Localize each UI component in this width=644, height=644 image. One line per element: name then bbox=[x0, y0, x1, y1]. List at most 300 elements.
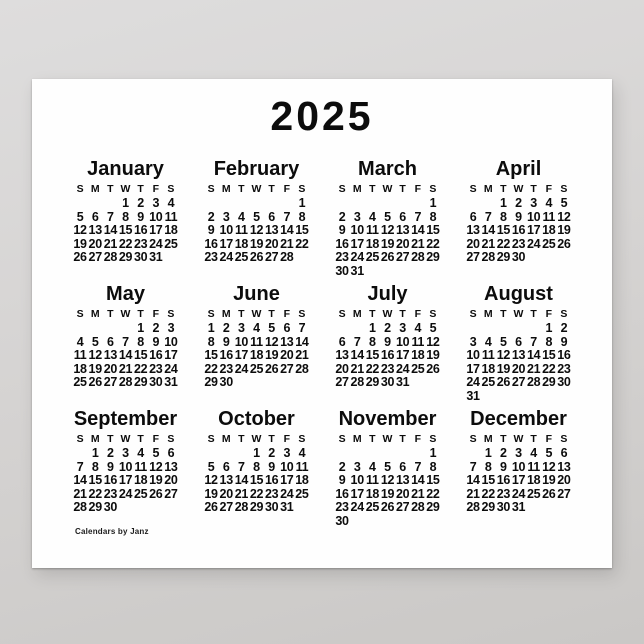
date-cell: 25 bbox=[234, 250, 248, 264]
date-cell: 22 bbox=[365, 361, 379, 376]
date-cell: 19 bbox=[149, 473, 163, 487]
date-cell: 7 bbox=[122, 334, 129, 349]
weekday-label: S bbox=[338, 433, 346, 445]
date-cell: 15 bbox=[118, 223, 133, 237]
weekday-header bbox=[73, 183, 179, 195]
date-cell: 9 bbox=[384, 334, 391, 349]
date-cell bbox=[294, 501, 309, 515]
date-cell: 23 bbox=[264, 486, 279, 501]
date-cell: 5 bbox=[91, 334, 99, 349]
date-cell: 29 bbox=[426, 500, 440, 514]
weekday-label: M bbox=[483, 183, 493, 195]
date-cell: 8 bbox=[122, 209, 129, 224]
date-cell: 13 bbox=[103, 348, 117, 362]
date-cell: 11 bbox=[411, 334, 425, 349]
month-january bbox=[60, 155, 191, 280]
date-cell: 11 bbox=[164, 209, 178, 224]
weekday-label: M bbox=[352, 308, 362, 320]
date-cell: 11 bbox=[250, 334, 263, 349]
date-cell: 14 bbox=[234, 473, 248, 487]
date-cell: 23 bbox=[496, 486, 510, 501]
date-cell: 4 bbox=[369, 459, 376, 474]
date-cell: 10 bbox=[219, 223, 233, 237]
date-cell: 6 bbox=[107, 334, 114, 349]
date-cell bbox=[380, 515, 395, 529]
date-cell: 17 bbox=[395, 348, 410, 362]
date-cell: 27 bbox=[219, 500, 233, 514]
date-cell: 26 bbox=[249, 250, 264, 264]
dates-grid bbox=[73, 197, 179, 265]
date-cell: 22 bbox=[496, 236, 510, 251]
weekday-header bbox=[204, 183, 310, 195]
weekday-label: S bbox=[429, 433, 437, 445]
date-cell: 1 bbox=[298, 196, 306, 210]
date-cell bbox=[335, 197, 350, 211]
date-cell bbox=[103, 197, 118, 211]
credit-text: Calendars by Janz bbox=[75, 527, 149, 536]
date-cell: 31 bbox=[149, 250, 163, 264]
date-cell: 6 bbox=[283, 321, 291, 335]
date-cell: 20 bbox=[280, 348, 294, 362]
weekday-header bbox=[73, 433, 179, 445]
date-cell: 21 bbox=[73, 486, 87, 501]
date-cell: 3 bbox=[283, 446, 291, 460]
date-cell bbox=[219, 197, 234, 211]
date-cell: 12 bbox=[249, 223, 264, 237]
date-cell: 22 bbox=[133, 361, 148, 376]
date-cell: 18 bbox=[164, 223, 178, 237]
date-cell: 23 bbox=[380, 361, 395, 376]
month-name: July bbox=[367, 283, 408, 305]
weekday-label: T bbox=[500, 183, 507, 195]
year-title: 2025 bbox=[270, 93, 374, 139]
date-cell: 27 bbox=[164, 486, 178, 501]
date-cell: 5 bbox=[500, 334, 507, 349]
date-cell: 20 bbox=[335, 361, 349, 376]
date-cell: 3 bbox=[469, 334, 477, 349]
date-cell: 2 bbox=[338, 459, 346, 474]
date-cell: 17 bbox=[164, 348, 178, 362]
weekday-label: F bbox=[414, 183, 421, 195]
month-name: September bbox=[73, 408, 178, 430]
date-cell: 11 bbox=[542, 209, 556, 224]
date-cell: 15 bbox=[426, 223, 440, 237]
date-cell bbox=[425, 265, 440, 279]
date-cell: 3 bbox=[222, 209, 230, 224]
date-cell: 7 bbox=[484, 209, 492, 224]
weekday-label: F bbox=[283, 308, 290, 320]
date-cell: 12 bbox=[542, 459, 556, 474]
date-cell: 28 bbox=[526, 375, 541, 389]
date-cell: 23 bbox=[335, 500, 349, 514]
date-cell: 30 bbox=[264, 500, 279, 514]
weekday-label: T bbox=[399, 183, 406, 195]
date-cell: 31 bbox=[511, 500, 526, 514]
month-name: June bbox=[233, 283, 280, 305]
date-cell: 11 bbox=[73, 348, 87, 362]
date-cell: 22 bbox=[295, 236, 309, 251]
weekday-label: T bbox=[268, 183, 275, 195]
date-cell: 7 bbox=[414, 209, 422, 224]
date-cell: 13 bbox=[511, 348, 526, 362]
month-july bbox=[322, 280, 453, 405]
date-cell: 1 bbox=[484, 446, 492, 460]
date-cell: 25 bbox=[481, 375, 495, 389]
weekday-label: S bbox=[469, 308, 477, 320]
date-cell: 29 bbox=[496, 250, 510, 264]
date-cell: 24 bbox=[219, 250, 233, 264]
date-cell bbox=[380, 265, 395, 279]
date-cell: 26 bbox=[426, 361, 440, 376]
date-cell: 23 bbox=[511, 236, 526, 251]
date-cell: 24 bbox=[466, 375, 480, 389]
date-cell: 19 bbox=[264, 348, 279, 362]
date-cell: 2 bbox=[222, 321, 230, 335]
date-cell bbox=[556, 501, 571, 515]
weekday-label: F bbox=[152, 183, 159, 195]
date-cell: 9 bbox=[338, 473, 346, 487]
date-cell bbox=[395, 447, 410, 461]
date-cell: 21 bbox=[466, 486, 480, 501]
date-cell: 15 bbox=[295, 223, 309, 237]
date-cell: 5 bbox=[384, 459, 391, 474]
date-cell: 30 bbox=[380, 375, 395, 389]
date-cell: 26 bbox=[88, 375, 102, 389]
date-cell: 13 bbox=[219, 473, 233, 487]
date-cell bbox=[556, 251, 571, 265]
weekday-label: F bbox=[152, 308, 159, 320]
date-cell: 20 bbox=[466, 236, 480, 251]
date-cell bbox=[365, 515, 380, 529]
date-cell: 3 bbox=[530, 196, 537, 210]
date-cell: 1 bbox=[500, 196, 507, 210]
date-cell: 28 bbox=[295, 361, 309, 376]
date-cell: 23 bbox=[133, 236, 148, 251]
date-cell: 12 bbox=[557, 209, 571, 224]
date-cell: 27 bbox=[395, 500, 410, 514]
date-cell: 24 bbox=[350, 250, 364, 264]
date-cell: 19 bbox=[380, 236, 395, 251]
date-cell: 12 bbox=[380, 223, 395, 237]
date-cell: 14 bbox=[350, 348, 364, 362]
date-cell: 16 bbox=[149, 348, 163, 362]
weekday-label: W bbox=[513, 308, 524, 320]
date-cell: 4 bbox=[484, 334, 492, 349]
weekday-label: F bbox=[414, 433, 421, 445]
date-cell: 10 bbox=[526, 209, 541, 224]
date-cell: 16 bbox=[557, 348, 571, 362]
date-cell: 25 bbox=[526, 486, 541, 501]
date-cell bbox=[148, 501, 163, 515]
weekday-label: M bbox=[221, 183, 231, 195]
date-cell: 22 bbox=[249, 486, 264, 501]
date-cell: 4 bbox=[414, 321, 422, 335]
date-cell: 18 bbox=[411, 348, 425, 362]
date-cell: 18 bbox=[73, 361, 87, 376]
date-cell: 7 bbox=[283, 209, 291, 224]
dates-grid bbox=[204, 197, 310, 265]
date-cell: 8 bbox=[484, 459, 492, 474]
date-cell bbox=[380, 447, 395, 461]
date-cell: 12 bbox=[380, 473, 395, 487]
weekday-label: T bbox=[530, 183, 537, 195]
weekday-label: M bbox=[90, 308, 100, 320]
date-cell: 13 bbox=[466, 223, 480, 237]
date-cell: 28 bbox=[234, 500, 248, 514]
date-cell: 14 bbox=[103, 223, 117, 237]
weekday-label: S bbox=[76, 183, 84, 195]
date-cell: 13 bbox=[164, 459, 178, 474]
dates-grid bbox=[335, 322, 441, 390]
date-cell bbox=[249, 197, 264, 211]
weekday-label: T bbox=[107, 183, 114, 195]
date-cell bbox=[410, 376, 425, 390]
date-cell: 20 bbox=[219, 486, 233, 501]
date-cell: 12 bbox=[496, 348, 510, 362]
date-cell bbox=[466, 447, 481, 461]
weekday-label: S bbox=[560, 433, 568, 445]
date-cell: 21 bbox=[280, 236, 294, 251]
date-cell: 11 bbox=[366, 223, 379, 237]
date-cell: 9 bbox=[560, 334, 568, 349]
month-name: February bbox=[213, 158, 300, 180]
date-cell: 2 bbox=[560, 321, 568, 335]
date-cell bbox=[410, 197, 425, 211]
weekday-label: W bbox=[120, 308, 131, 320]
date-cell: 21 bbox=[411, 486, 425, 501]
date-cell: 15 bbox=[249, 473, 264, 487]
date-cell: 2 bbox=[515, 196, 522, 210]
weekday-label: W bbox=[382, 183, 393, 195]
date-cell: 3 bbox=[152, 196, 160, 210]
months-grid bbox=[60, 155, 584, 530]
date-cell: 18 bbox=[526, 473, 541, 487]
date-cell: 30 bbox=[133, 250, 148, 264]
date-cell: 10 bbox=[350, 223, 364, 237]
weekday-label: S bbox=[207, 183, 215, 195]
date-cell: 9 bbox=[268, 459, 275, 474]
date-cell: 10 bbox=[280, 459, 294, 474]
dates-grid bbox=[466, 322, 572, 403]
date-cell bbox=[73, 447, 88, 461]
date-cell: 15 bbox=[133, 348, 148, 362]
date-cell: 29 bbox=[542, 375, 556, 389]
date-cell: 23 bbox=[103, 486, 117, 501]
date-cell bbox=[234, 447, 249, 461]
date-cell: 11 bbox=[134, 459, 147, 474]
date-cell: 4 bbox=[238, 209, 245, 224]
date-cell: 17 bbox=[280, 473, 294, 487]
weekday-label: T bbox=[369, 433, 376, 445]
date-cell: 7 bbox=[298, 321, 306, 335]
date-cell: 1 bbox=[429, 446, 437, 460]
date-cell: 22 bbox=[542, 361, 556, 376]
date-cell: 21 bbox=[295, 348, 309, 362]
date-cell: 3 bbox=[353, 459, 361, 474]
date-cell: 14 bbox=[466, 473, 480, 487]
date-cell: 6 bbox=[338, 334, 346, 349]
date-cell: 7 bbox=[530, 334, 537, 349]
weekday-label: T bbox=[530, 308, 537, 320]
date-cell: 22 bbox=[426, 486, 440, 501]
weekday-label: S bbox=[469, 433, 477, 445]
date-cell: 1 bbox=[369, 321, 376, 335]
date-cell: 23 bbox=[204, 250, 218, 264]
date-cell: 22 bbox=[204, 361, 218, 376]
date-cell: 1 bbox=[137, 321, 144, 335]
date-cell: 17 bbox=[466, 361, 480, 376]
date-cell: 16 bbox=[380, 348, 395, 362]
date-cell: 9 bbox=[338, 223, 346, 237]
date-cell: 14 bbox=[295, 334, 309, 349]
date-cell: 24 bbox=[164, 361, 178, 376]
date-cell: 27 bbox=[466, 250, 480, 264]
date-cell bbox=[103, 322, 118, 336]
date-cell: 17 bbox=[219, 236, 233, 251]
date-cell: 29 bbox=[426, 250, 440, 264]
date-cell bbox=[410, 515, 425, 529]
date-cell: 17 bbox=[118, 473, 133, 487]
date-cell: 16 bbox=[496, 473, 510, 487]
date-cell: 16 bbox=[103, 473, 117, 487]
date-cell: 27 bbox=[88, 250, 102, 264]
date-cell: 31 bbox=[280, 500, 294, 514]
weekday-label: S bbox=[207, 433, 215, 445]
date-cell bbox=[481, 197, 496, 211]
date-cell: 16 bbox=[133, 223, 148, 237]
date-cell: 28 bbox=[118, 375, 133, 389]
date-cell bbox=[264, 197, 279, 211]
weekday-label: F bbox=[545, 183, 552, 195]
date-cell: 18 bbox=[365, 486, 379, 501]
dates-grid bbox=[204, 322, 310, 390]
date-cell bbox=[163, 501, 178, 515]
date-cell: 13 bbox=[280, 334, 294, 349]
date-cell: 3 bbox=[515, 446, 522, 460]
date-cell bbox=[541, 251, 556, 265]
weekday-label: T bbox=[369, 183, 376, 195]
date-cell: 18 bbox=[295, 473, 309, 487]
weekday-label: T bbox=[238, 433, 245, 445]
date-cell: 19 bbox=[73, 236, 87, 251]
weekday-label: M bbox=[483, 308, 493, 320]
date-cell: 16 bbox=[219, 348, 233, 362]
date-cell: 4 bbox=[298, 446, 306, 460]
date-cell bbox=[365, 197, 380, 211]
date-cell: 2 bbox=[137, 196, 144, 210]
month-february bbox=[191, 155, 322, 280]
date-cell: 31 bbox=[466, 388, 480, 403]
date-cell: 29 bbox=[133, 375, 148, 389]
weekday-label: S bbox=[429, 183, 437, 195]
date-cell: 17 bbox=[511, 473, 526, 487]
date-cell: 30 bbox=[219, 375, 233, 389]
date-cell: 29 bbox=[88, 500, 102, 514]
date-cell: 19 bbox=[426, 348, 440, 362]
month-april bbox=[453, 155, 584, 280]
date-cell bbox=[88, 197, 103, 211]
date-cell: 11 bbox=[295, 459, 309, 474]
date-cell: 9 bbox=[500, 459, 507, 474]
date-cell: 5 bbox=[560, 196, 568, 210]
date-cell: 28 bbox=[466, 500, 480, 514]
date-cell: 7 bbox=[107, 209, 114, 224]
date-cell: 28 bbox=[103, 250, 117, 264]
date-cell: 3 bbox=[167, 321, 175, 335]
weekday-label: F bbox=[152, 433, 159, 445]
weekday-label: M bbox=[90, 183, 100, 195]
date-cell: 2 bbox=[207, 209, 215, 224]
date-cell: 5 bbox=[253, 209, 260, 224]
weekday-label: T bbox=[137, 183, 144, 195]
weekday-label: W bbox=[120, 183, 131, 195]
date-cell bbox=[350, 515, 365, 529]
weekday-label: F bbox=[283, 183, 290, 195]
date-cell: 27 bbox=[103, 375, 117, 389]
date-cell bbox=[425, 515, 440, 529]
weekday-label: M bbox=[90, 433, 100, 445]
dates-grid bbox=[73, 322, 179, 390]
date-cell bbox=[481, 390, 496, 404]
date-cell: 26 bbox=[73, 250, 87, 264]
date-cell bbox=[496, 322, 511, 336]
date-cell: 20 bbox=[88, 236, 102, 251]
date-cell: 14 bbox=[118, 348, 133, 362]
weekday-header bbox=[466, 433, 572, 445]
date-cell: 9 bbox=[207, 223, 215, 237]
date-cell: 6 bbox=[399, 459, 406, 474]
date-cell: 25 bbox=[164, 236, 178, 251]
month-name: April bbox=[495, 158, 542, 180]
date-cell: 28 bbox=[411, 250, 425, 264]
weekday-label: S bbox=[167, 183, 175, 195]
date-cell: 18 bbox=[542, 223, 556, 237]
date-cell bbox=[466, 197, 481, 211]
date-cell bbox=[511, 322, 526, 336]
month-may bbox=[60, 280, 191, 405]
weekday-label: S bbox=[76, 308, 84, 320]
weekday-label: M bbox=[221, 308, 231, 320]
date-cell: 22 bbox=[118, 236, 133, 251]
weekday-label: M bbox=[483, 433, 493, 445]
weekday-label: S bbox=[298, 183, 306, 195]
date-cell: 7 bbox=[469, 459, 477, 474]
date-cell: 17 bbox=[526, 223, 541, 237]
date-cell: 6 bbox=[515, 334, 522, 349]
date-cell: 6 bbox=[167, 446, 175, 460]
date-cell bbox=[279, 197, 294, 211]
date-cell bbox=[335, 322, 350, 336]
date-cell: 10 bbox=[395, 334, 410, 349]
month-october bbox=[191, 405, 322, 530]
weekday-label: M bbox=[352, 183, 362, 195]
month-name: October bbox=[218, 408, 295, 430]
date-cell bbox=[380, 197, 395, 211]
date-cell: 8 bbox=[91, 459, 99, 474]
date-cell: 30 bbox=[335, 263, 349, 278]
date-cell: 6 bbox=[222, 459, 230, 474]
date-cell: 26 bbox=[557, 236, 571, 251]
date-cell: 28 bbox=[280, 250, 294, 264]
date-cell: 9 bbox=[515, 209, 522, 224]
date-cell: 6 bbox=[399, 209, 406, 224]
date-cell: 12 bbox=[426, 334, 440, 349]
date-cell: 19 bbox=[542, 473, 556, 487]
date-cell: 19 bbox=[496, 361, 510, 376]
date-cell bbox=[234, 376, 249, 390]
date-cell: 1 bbox=[91, 446, 99, 460]
date-cell: 13 bbox=[557, 459, 571, 474]
